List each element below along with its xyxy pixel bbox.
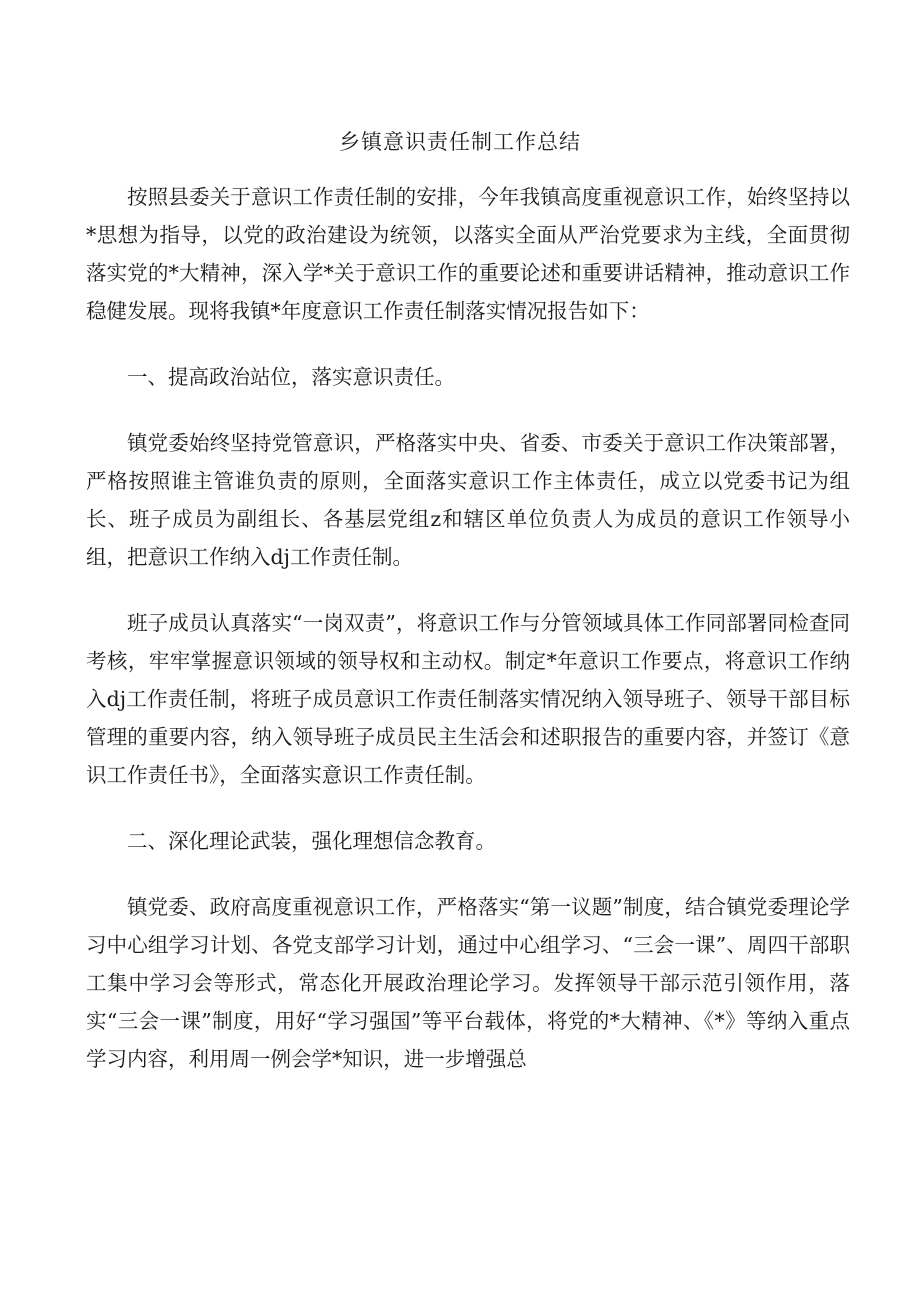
intro-paragraph: 按照县委关于意识工作责任制的安排，今年我镇高度重视意识工作，始终坚持以*思想为指导，以党的政治建设为统领，以落实全面从严治党要求为主线，全面贯彻落实党的*大精神，深入学*关于意识工作的重要论述和重要讲话精神，推动意识工作稳健发展。现将我镇*年度意识工作责任制落实情况报告如下： <box>86 185 850 323</box>
document-title: 乡镇意识责任制工作总结 <box>339 130 581 154</box>
section-heading-2: 二、深化理论武装，强化理想信念教育。 <box>127 829 496 853</box>
body-paragraph: 镇党委始终坚持党管意识，严格落实中央、省委、市委关于意识工作决策部署，严格按照谁主管谁负责的原则，全面落实意识工作主体责任，成立以党委书记为组长、班子成员为副组长、各基层党组z和辖区单位负责人为成员的意识工作领导小组，把意识工作纳入dj工作责任制。 <box>86 431 850 569</box>
body-paragraph: 镇党委、政府高度重视意识工作，严格落实“第一议题”制度，结合镇党委理论学习中心组学习计划、各党支部学习计划，通过中心组学习、“三会一课”、周四干部职工集中学习会等形式，常态化开展政治理论学习。发挥领导干部示范引领作用，落实“三会一课”制度，用好“学习强国”等平台载体，将党的*大精神、《*》等纳入重点学习内容，利用周一例会学*知识，进一步增强总 <box>86 895 850 1071</box>
document-body <box>86 178 850 1078</box>
section-heading-1: 一、提高政治站位，落实意识责任。 <box>127 365 455 389</box>
body-paragraph: 班子成员认真落实“一岗双责”，将意识工作与分管领域具体工作同部署同检查同考核，牢牢掌握意识领域的领导权和主动权。制定*年意识工作要点，将意识工作纳入dj工作责任制，将班子成员意识工作责任制落实情况纳入领导班子、领导干部目标管理的重要内容，纳入领导班子成员民主生活会和述职报告的重要内容，并签订《意识工作责任书》，全面落实意识工作责任制。 <box>86 611 850 787</box>
